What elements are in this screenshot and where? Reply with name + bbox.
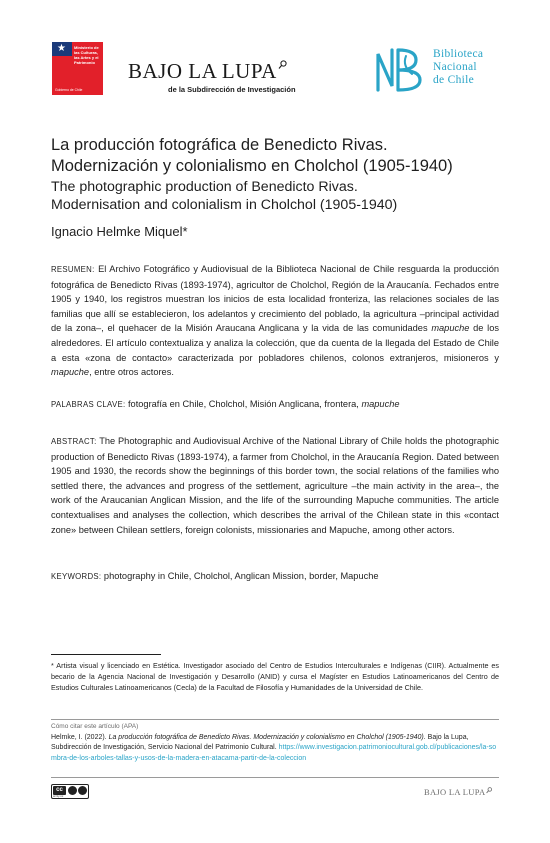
abstract-text: The Photographic and Audiovisual Archive of the National Library of Chile holds the photographic production of Benedicto Rivas (1893-1974), a farmer from Cholchol, in the Araucanía Region. Dated between 1905 and 1930, the records show the beginnings of this border town, the social relations of the families who settled there, the advances and progress of the settlement, agriculture –the main activity in the area–, the work of the Araucanian Anglican Mission, and the life of the surrounding Mapuche communities. The article contextualises and analyses the collection, which describes the arrival of the Chilean state in this «contact zone» between Chilean settlers, foreign colonists, missionaries and Mapuche, among other actors. xyxy=(51,436,499,535)
publication-title: BAJO LA LUPA xyxy=(128,59,287,84)
citation-title: La producción fotográfica de Benedicto Rivas. Modernización y colonialismo en Cholchol (1905-1940). xyxy=(108,734,426,741)
author-name: Ignacio Helmke Miquel* xyxy=(51,224,188,239)
keywords-line xyxy=(51,569,499,585)
resumen-text-2: de los alrededores. El artículo contextualiza y analiza la colección, que da cuenta de la llegada del Estado de Chile a esta «zona de contacto» caracterizada por pobladores chilenos, colonos extranjeros, misioneros y xyxy=(51,323,499,363)
citation-publisher: Bajo la Lupa, Subdirección de Investigación, Servicio Nacional del Patrimonio Cultural. xyxy=(51,734,469,752)
palabras-emphasis: mapuche xyxy=(361,399,400,409)
abstract-paragraph xyxy=(51,434,499,537)
magnifier-icon xyxy=(486,787,492,795)
ministry-name: Ministerio de las Culturas, las Artes y el Patrimonio xyxy=(74,45,99,65)
resumen-emphasis-1: mapuche xyxy=(431,323,470,334)
citation-authors: Helmke, I. (2022). xyxy=(51,734,109,741)
bn-line-3: de Chile xyxy=(433,74,475,86)
footer-divider xyxy=(51,777,499,778)
publication-subtitle: de la Subdirección de Investigación xyxy=(168,85,296,94)
article-title-en xyxy=(51,178,511,214)
biblioteca-nacional-wordmark xyxy=(433,48,483,87)
author-footnote: * Artista visual y licenciado en Estética. Investigador asociado del Centro de Estudios Interculturales e Indígenas (CIIR). Actualmente es becario de la Agencia Nacional de Investigación y Desarrollo (ANID) y cursa el Magíster en Estudios Latinoamericanos del Centro de Estudios Culturales Latinoamericanos (Cecla) de la Facultad de Filosofía y Humanidades de la Universidad de Chile. xyxy=(51,661,499,693)
resumen-paragraph xyxy=(51,262,499,380)
citation-text xyxy=(51,733,499,764)
cc-icon: cc xyxy=(53,786,66,795)
ministry-logo xyxy=(52,42,103,95)
ministry-footer: Gobierno de Chile xyxy=(55,88,83,92)
resumen-text-1: El Archivo Fotográfico y Audiovisual de la Biblioteca Nacional de Chile resguarda la producción fotográfica de Benedicto Rivas (1893-1974), agricultor de Cholchol, Región de la Araucanía. Fechados entre 1905 y 1940, los registros muestran los inicios de esta localidad fronteriza, las relaciones sociales de las familias que allí se establecieron, los adelantos y crecimiento del poblado, la agricultura –principal actividad de la zona–, el quehacer de la Misión Araucana Anglicana y la vida de las comunidades xyxy=(51,264,499,334)
keywords-text: photography in Chile, Cholchol, Anglican Mission, border, Mapuche xyxy=(101,571,379,581)
abstract-label: ABSTRACT: xyxy=(51,437,97,446)
citation-link[interactable]: https://www.investigacion.patrimoniocultural.gob.cl/publicaciones/la-sombra-de-los-arboles-tallas-y-usos-de-la-madera-en-atacama-partir-de-la-coleccion xyxy=(51,744,497,762)
footnote-divider xyxy=(51,654,161,655)
citation-divider xyxy=(51,719,499,720)
palabras-clave-line xyxy=(51,397,499,413)
keywords-label: KEYWORDS: xyxy=(51,572,102,581)
bn-line-2: Nacional xyxy=(433,61,477,73)
bn-line-1: Biblioteca xyxy=(433,48,484,60)
cc-license-label: cc by nc xyxy=(53,794,64,798)
resumen-emphasis-2: mapuche xyxy=(51,367,90,378)
title-en-line-2: Modernisation and colonialism in Cholchol (1905-1940) xyxy=(51,197,398,213)
title-en-line-1: The photographic production of Benedicto Rivas. xyxy=(51,179,358,195)
star-icon: ★ xyxy=(57,43,66,54)
magnifier-icon xyxy=(278,60,287,72)
title-es-line-1: La producción fotográfica de Benedicto Rivas. xyxy=(51,136,388,154)
resumen-label: RESUMEN: xyxy=(51,265,95,274)
title-es-line-2: Modernización y colonialismo en Cholchol (1905-1940) xyxy=(51,157,453,175)
article-title-es xyxy=(51,135,511,177)
citation-label: Cómo citar este artículo (APA) xyxy=(51,723,139,730)
biblioteca-nacional-logo xyxy=(372,46,430,94)
palabras-text: fotografía en Chile, Cholchol, Misión Anglicana, frontera, xyxy=(125,399,362,409)
resumen-text-3: , entre otros actores. xyxy=(89,367,174,378)
by-icon xyxy=(68,786,77,795)
footer-brand: BAJO LA LUPA xyxy=(424,787,492,797)
nc-icon xyxy=(78,786,87,795)
palabras-label: PALABRAS CLAVE: xyxy=(51,400,126,409)
creative-commons-icon[interactable] xyxy=(51,784,89,799)
